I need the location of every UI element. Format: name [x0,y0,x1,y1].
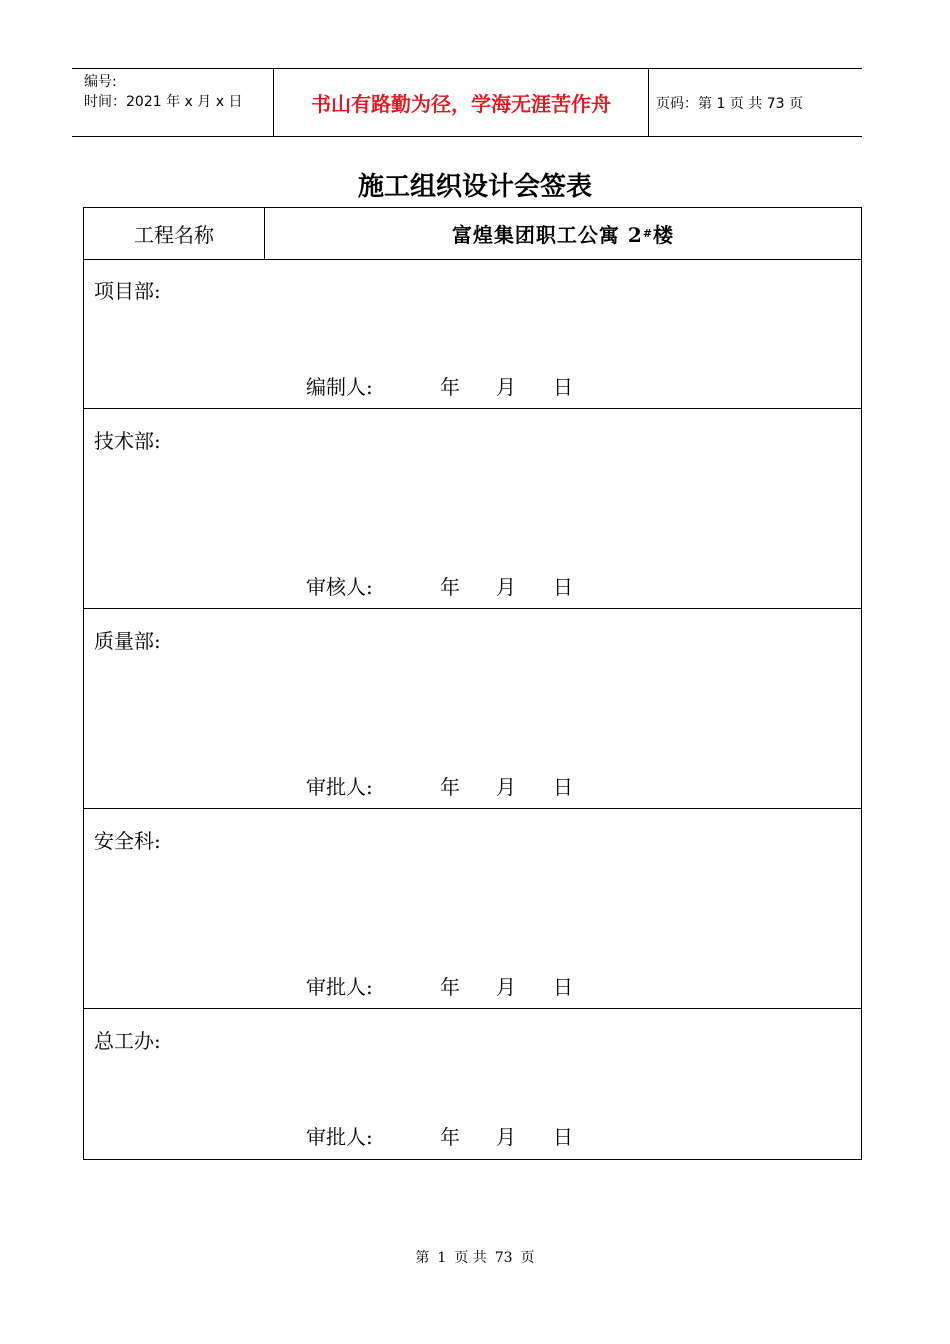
signoff-form [83,207,862,1160]
month-label: 月 [496,975,516,999]
header-motto: 书山有路勤为径，学海无涯苦作舟 [311,92,611,116]
document-date: 时间：2021 年 x 月 x 日 [84,94,243,110]
year-label: 年 [440,1125,460,1149]
day-label: 日 [553,1125,573,1149]
section-name: 总工办: [94,1029,161,1053]
day-label: 日 [553,775,573,799]
signer-label: 编制人: [306,375,373,399]
year-label: 年 [440,975,460,999]
form-title: 施工组织设计会签表 [357,172,592,202]
project-name-sup: # [642,227,654,240]
section-name: 技术部: [94,429,161,453]
document-header [72,68,862,137]
signer-label: 审批人: [306,1125,373,1149]
header-meta [72,69,273,136]
section-project-dept [84,259,861,409]
footer-page-number: 1 [437,1250,447,1266]
page-footer [0,1247,950,1267]
project-name-text: 富煌集团职工公寓 2 [451,223,643,247]
signer-label: 审核人: [306,575,373,599]
month-label: 月 [496,375,516,399]
day-label: 日 [553,375,573,399]
section-quality-dept [84,609,861,809]
header-divider [648,69,649,136]
project-name-suffix: 楼 [653,223,675,247]
section-name: 项目部: [94,279,161,303]
month-label: 月 [496,1125,516,1149]
footer-total-pages: 73 [494,1250,513,1266]
section-chief-engineer-office [84,1009,861,1158]
document-number-label: 编号: [84,74,117,90]
month-label: 月 [496,775,516,799]
section-safety-dept [84,809,861,1009]
section-name: 质量部: [94,629,161,653]
day-label: 日 [553,975,573,999]
project-row [84,208,861,260]
section-name: 安全科: [94,829,161,853]
month-label: 月 [496,575,516,599]
year-label: 年 [440,375,460,399]
footer-prefix: 第 [415,1250,430,1266]
signer-label: 审批人: [306,775,373,799]
footer-mid: 页 共 [454,1250,487,1266]
header-page-info: 页码：第 1 页 共 73 页 [656,95,803,112]
signer-label: 审批人: [306,975,373,999]
year-label: 年 [440,575,460,599]
section-tech-dept [84,409,861,609]
footer-suffix: 页 [520,1250,535,1266]
year-label: 年 [440,775,460,799]
project-label: 工程名称 [84,208,265,259]
project-name [265,208,861,259]
day-label: 日 [553,575,573,599]
